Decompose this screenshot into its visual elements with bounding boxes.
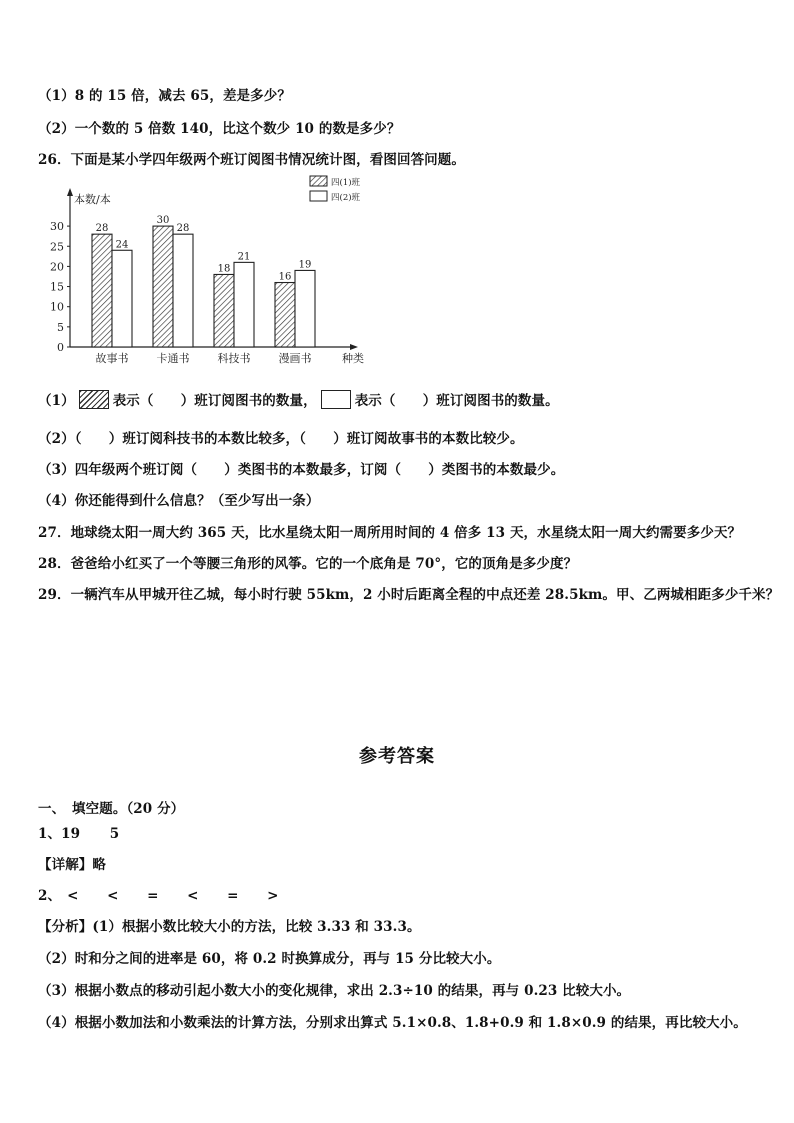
bar-value-label: 21 [237,251,251,263]
answer-1-first: 1、19 [38,826,81,842]
answer-1-detail: 【详解】略 [38,857,106,873]
answer-2-symbol: < [67,888,79,904]
y-tick-label: 20 [50,260,64,274]
legend-swatch [310,191,327,201]
category-label: 故事书 [95,352,129,365]
question-25-2: （2）一个数的 5 倍数 140，比这个数少 10 的数是多少？ [38,121,401,137]
answer-1 [38,822,119,842]
answer-1-second: 5 [109,826,120,842]
bar [92,234,112,347]
question-26-1 [38,389,559,409]
question-26-2: （2）（ ）班订阅科技书的本数比较多，（ ）班订阅故事书的本数比较少。 [38,431,524,447]
bar-value-label: 16 [278,271,292,283]
y-tick-label: 5 [57,320,64,334]
bar-value-label: 24 [115,239,129,251]
answer-2-symbol: = [147,888,159,904]
answer-2-analysis-1: 【分析】(1）根据小数比较大小的方法，比较 3.33 和 33.3。 [38,919,421,935]
legend-swatch [310,176,327,186]
answers-section-heading: 一、 填空题。（20 分） [38,801,185,817]
x-axis-arrow [350,344,358,350]
question-26: 26．下面是某小学四年级两个班订阅图书情况统计图，看图回答问题。 [38,152,465,168]
question-26-4: （4）你还能得到什么信息？（至少写出一条） [38,493,320,509]
white-legend-box [321,390,351,409]
answer-2 [38,884,307,904]
category-label: 漫画书 [278,352,312,365]
legend-label: 四(2)班 [331,193,361,203]
answer-2-analysis-4: （4）根据小数加法和小数乘法的计算方法，分别求出算式 5.1×0.8、1.8+0.9 和 1.8×0.9 的结果，再比较大小。 [38,1015,747,1031]
y-tick-label: 0 [57,341,64,354]
y-tick-label: 25 [50,240,64,254]
answer-2-analysis-2: （2）时和分之间的进率是 60，将 0.2 时换算成分，再与 15 分比较大小。 [38,951,501,967]
y-axis-arrow [67,188,73,196]
x-axis-label: 种类 [342,352,364,365]
category-label: 科技书 [217,352,251,365]
bar [275,283,295,347]
bar-value-label: 18 [217,263,231,275]
bar [153,226,173,347]
bar [214,274,234,347]
bar-value-label: 19 [298,259,312,271]
question-26-3: （3）四年级两个班订阅（ ）类图书的本数最多，订阅（ ）类图书的本数最少。 [38,462,565,478]
question-27: 27．地球绕太阳一周大约 365 天，比水星绕太阳一周所用时间的 4 倍多 13 天，水星绕太阳一周大约需要多少天？ [38,525,742,541]
hatched-legend-box [79,390,109,409]
bar [112,250,132,347]
bar [234,262,254,347]
legend-label: 四(1)班 [331,178,361,188]
bar [295,270,315,347]
category-label: 卡通书 [156,352,190,365]
question-26-1-prefix: （1） [38,393,75,409]
question-29: 29．一辆汽车从甲城开往乙城，每小时行驶 55km，2 小时后距离全程的中点还差 28.5km。甲、乙两城相距多少千米？ [38,587,780,603]
answer-2-num: 2、 [38,888,62,904]
answer-2-symbol: < [107,888,119,904]
question-26-1-text-a: 表示（ ）班订阅图书的数量， [112,393,317,409]
answer-2-symbol: < [187,888,199,904]
y-tick-label: 30 [50,220,64,234]
bar [173,234,193,347]
question-25-1: （1）8 的 15 倍，减去 65，差是多少？ [38,88,291,104]
answer-2-symbol: = [227,888,239,904]
bar-value-label: 30 [156,215,170,227]
bar-value-label: 28 [176,223,190,235]
answers-title: 参考答案 [359,746,435,767]
answer-2-analysis-3: （3）根据小数点的移动引起小数大小的变化规律，求出 2.3÷10 的结果，再与 0.23 比较大小。 [38,983,631,999]
y-tick-label: 15 [50,280,64,294]
answer-2-symbol: > [267,888,279,904]
question-26-1-text-b: 表示（ ）班订阅图书的数量。 [354,393,559,409]
y-tick-label: 10 [50,300,64,314]
bar-value-label: 28 [95,223,109,235]
y-axis-label: 本数/本 [74,193,111,206]
bar-chart [52,168,372,373]
question-28: 28．爸爸给小红买了一个等腰三角形的风筝。它的一个底角是 70°，它的顶角是多少度？ [38,556,578,572]
